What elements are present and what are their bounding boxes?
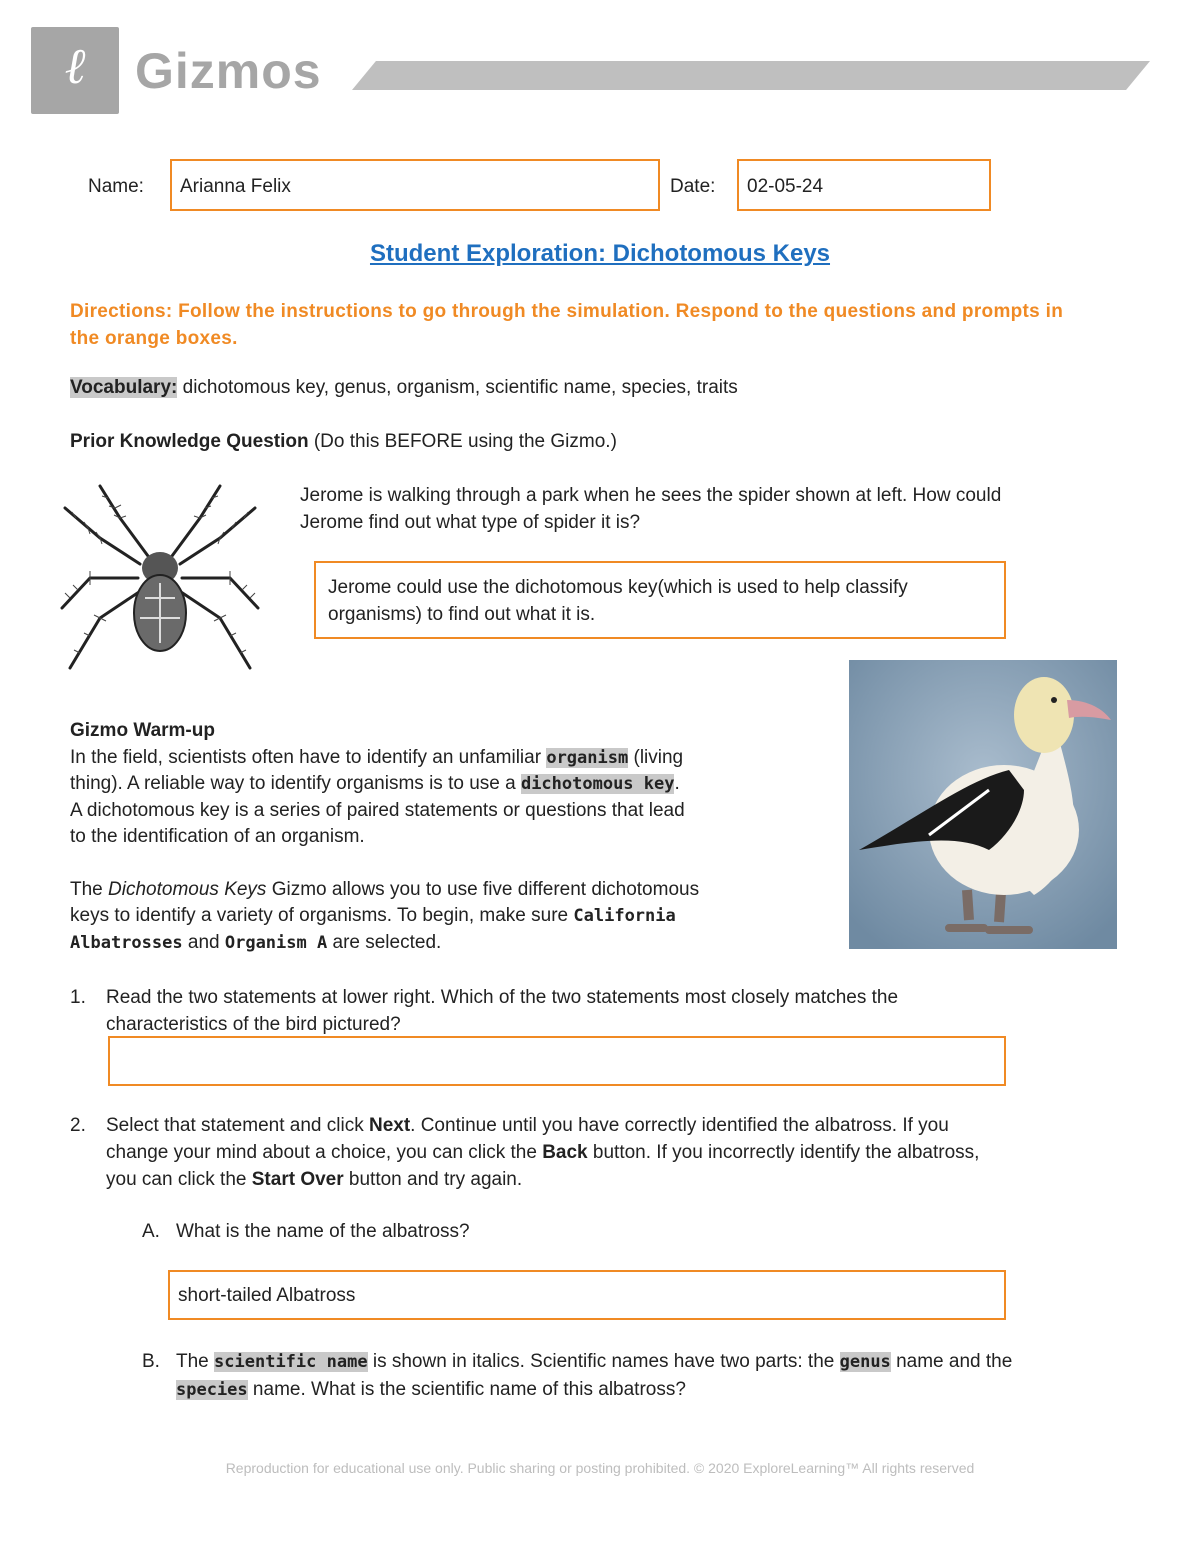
prior-question <box>300 483 1130 536</box>
gizmos-brand: Gizmos <box>135 43 322 99</box>
warmup-p1-line4: to the identification of an organism. <box>70 826 365 847</box>
california-label: California <box>573 906 676 926</box>
q2b-line2: species name. What is the scientific name of this albatross? <box>176 1379 686 1400</box>
q2b-text <box>176 1348 1136 1404</box>
organism-a-label: Organism A <box>224 932 328 953</box>
name-field[interactable] <box>170 159 660 211</box>
q2b-letter: B. <box>142 1351 160 1372</box>
warmup-p1-line3: A dichotomous key is a series of paired statements or questions that lead <box>70 799 685 821</box>
date-label: Date: <box>670 176 716 197</box>
warmup-section <box>70 718 810 956</box>
page-title: Student Exploration: Dichotomous Keys <box>369 240 831 267</box>
q2-line1: Select that statement and click Next. Continue until you have correctly identified the albatross. If you <box>106 1115 949 1136</box>
term-genus: genus <box>839 1352 891 1372</box>
q2-text <box>106 1112 1136 1193</box>
date-value: 02-05-24 <box>747 176 824 197</box>
q2a-answer-box[interactable] <box>168 1270 1006 1320</box>
gizmo-name: Dichotomous Keys <box>108 878 267 900</box>
vocabulary-label: Vocabulary: <box>70 377 178 398</box>
term-dichotomous-key: dichotomous key <box>520 774 675 794</box>
prior-knowledge-line <box>70 431 617 453</box>
prior-answer-line1: Jerome could use the dichotomous key(which is used to help classify <box>328 577 908 598</box>
start-over-label: Start Over <box>251 1169 344 1190</box>
back-label: Back <box>542 1142 588 1163</box>
warmup-heading: Gizmo Warm-up <box>70 720 215 741</box>
header-bar <box>352 61 1150 90</box>
albatrosses-label: Albatrosses <box>70 932 183 953</box>
q2-line3: you can click the Start Over button and try again. <box>106 1169 523 1190</box>
footer-copyright: Reproduction for educational use only. Public sharing or posting prohibited. © 2020 ExploreLearning™ All rights reserved <box>225 1460 975 1476</box>
warmup-p2-line1: The Dichotomous Keys Gizmo allows you to use five different dichotomous <box>70 878 700 900</box>
prior-knowledge-note: (Do this BEFORE using the Gizmo.) <box>308 431 617 452</box>
prior-answer-box[interactable] <box>314 561 1006 639</box>
q1-number: 1. <box>70 987 86 1008</box>
logo-glyph: ℓ <box>64 37 86 95</box>
term-scientific-name: scientific name <box>214 1352 368 1372</box>
q1-line2: characteristics of the bird pictured? <box>106 1014 401 1035</box>
prior-answer-line2: organisms) to find out what it is. <box>328 603 596 625</box>
term-species: species <box>176 1380 248 1400</box>
q1-text <box>106 984 1116 1038</box>
spider-illustration <box>60 478 260 678</box>
prior-question-line2: Jerome find out what type of spider it is? <box>300 511 641 533</box>
name-value: Arianna Felix <box>180 176 291 197</box>
term-organism: organism <box>546 747 629 768</box>
q2-number: 2. <box>70 1115 86 1136</box>
next-label: Next <box>368 1115 411 1136</box>
q2-line2: change your mind about a choice, you can click the Back button. If you incorrectly identify the albatross, <box>106 1142 980 1163</box>
directions-text: Directions: Follow the instructions to go through the simulation. Respond to the questions and prompts in the orange boxes. <box>70 301 1064 349</box>
warmup-p2-line3: Albatrosses and Organism A are selected. <box>70 931 442 953</box>
q2b-line1: The scientific name is shown in italics. Scientific names have two parts: the genus name and the <box>176 1351 1013 1372</box>
albatross-illustration <box>849 660 1117 949</box>
date-field[interactable] <box>737 159 991 211</box>
warmup-p2-line2: keys to identify a variety of organisms. To begin, make sure California <box>70 905 676 926</box>
q1-line1: Read the two statements at lower right. Which of the two statements most closely matches the <box>106 987 899 1008</box>
q1-answer-box[interactable] <box>108 1036 1006 1086</box>
q2a-text: What is the name of the albatross? <box>176 1221 470 1242</box>
vocabulary-terms: dichotomous key, genus, organism, scientific name, species, traits <box>177 377 738 398</box>
warmup-p1-line2: thing). A reliable way to identify organisms is to use a dichotomous key. <box>70 773 680 794</box>
q2a-answer: short-tailed Albatross <box>178 1285 356 1306</box>
prior-question-line1: Jerome is walking through a park when he sees the spider shown at left. How could <box>300 485 1002 506</box>
q1-answer <box>110 1038 1004 1052</box>
name-label: Name: <box>88 176 144 197</box>
warmup-p1-line1: In the field, scientists often have to identify an unfamiliar organism (living <box>70 746 684 768</box>
vocabulary-line <box>70 377 738 399</box>
q2a-letter: A. <box>142 1221 160 1242</box>
explorelearning-logo <box>31 27 119 114</box>
prior-knowledge-heading: Prior Knowledge Question <box>70 431 309 452</box>
prior-answer <box>316 563 1004 628</box>
